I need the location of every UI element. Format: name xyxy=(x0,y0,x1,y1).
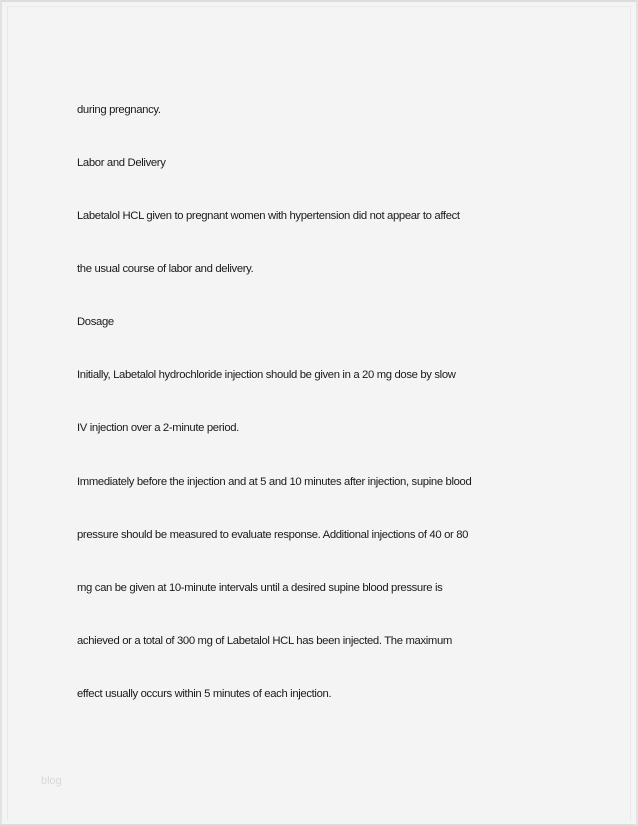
text-line: mg can be given at 10-minute intervals until a desired supine blood pressure is xyxy=(77,582,443,594)
page-edge-left xyxy=(7,6,8,820)
section-heading-labor-and-delivery: Labor and Delivery xyxy=(77,157,166,169)
page-edge-top xyxy=(7,6,631,7)
text-line: IV injection over a 2-minute period. xyxy=(77,422,239,434)
text-line: Initially, Labetalol hydrochloride injection should be given in a 20 mg dose by slow xyxy=(77,369,456,381)
text-line: the usual course of labor and delivery. xyxy=(77,263,254,275)
page-edge-right xyxy=(630,6,631,820)
text-line: Immediately before the injection and at 5 and 10 minutes after injection, supine blood xyxy=(77,476,472,488)
text-line: achieved or a total of 300 mg of Labetalol HCL has been injected. The maximum xyxy=(77,635,452,647)
text-line: Labetalol HCL given to pregnant women with hypertension did not appear to affect xyxy=(77,210,460,222)
text-line: pressure should be measured to evaluate response. Additional injections of 40 or 80 xyxy=(77,529,469,541)
watermark: blog xyxy=(41,775,62,787)
text-line: effect usually occurs within 5 minutes of each injection. xyxy=(77,688,332,700)
text-line: during pregnancy. xyxy=(77,104,161,116)
section-heading-dosage: Dosage xyxy=(77,316,114,328)
